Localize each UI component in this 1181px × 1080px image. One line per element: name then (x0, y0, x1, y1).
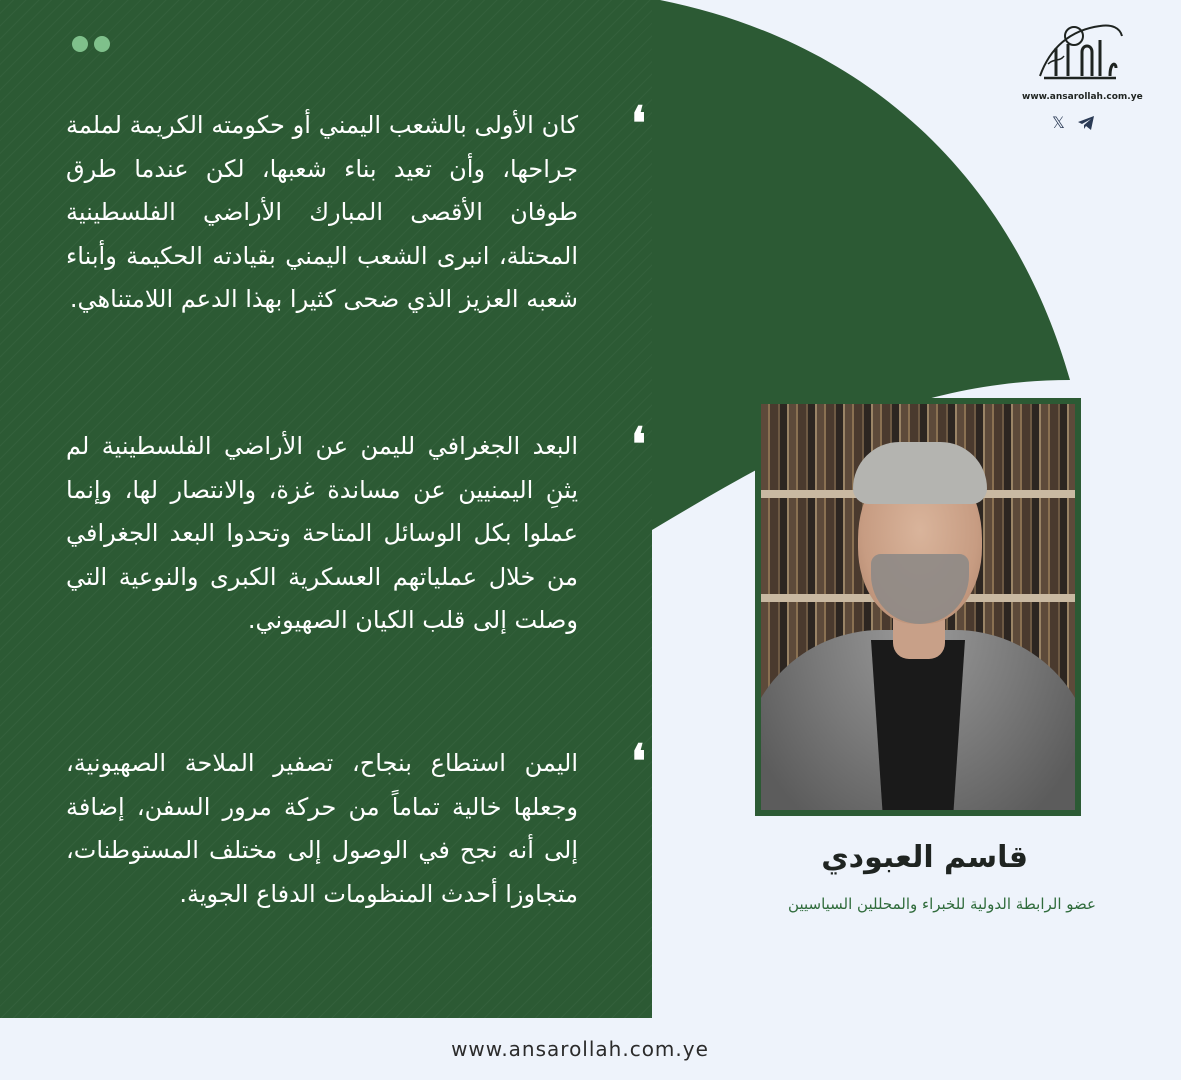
social-links (1052, 114, 1095, 132)
telegram-icon[interactable] (1077, 115, 1095, 131)
quote-mark-icon: ❛ (631, 96, 646, 150)
brand-logo (1022, 18, 1143, 102)
decorative-dots (72, 36, 110, 52)
speaker-name: قاسم العبودي (821, 840, 1028, 875)
logo-url: www.ansarollah.com.ye (1022, 92, 1143, 102)
quote-mark-icon: ❛ (631, 417, 646, 471)
speaker-photo-frame (755, 398, 1081, 816)
speaker-role: عضو الرابطة الدولية للخبراء والمحللين السياسيين (788, 895, 1096, 913)
dot-icon (72, 36, 88, 52)
footer-site-url[interactable]: www.ansarollah.com.ye (451, 1037, 709, 1061)
quote-block-3 (66, 734, 646, 916)
speaker-photo (761, 404, 1075, 810)
quote-block-1 (66, 96, 646, 322)
quote-text: كان الأولى بالشعب اليمني أو حكومته الكريمة لملمة جراحها، وأن تعيد بناء شعبها، لكن عندما طرق طوفان الأقصى المبارك الأراضي الفلسطينية المحتلة، انبرى الشعب اليمني بقيادته الحكيمة وأبناء شعبه العزيز الذي ضحى كثيرا بهذا الدعم اللامتناهي. (66, 111, 578, 313)
dot-icon (94, 36, 110, 52)
quote-text: البعد الجغرافي لليمن عن الأراضي الفلسطينية لم يثنِ اليمنيين عن مساندة غزة، والانتصار لها، وإنما عملوا بكل الوسائل المتاحة وتحدوا البعد الجغرافي من خلال عملياتهم العسكرية الكبرى والنوعية التي وصلت إلى قلب الكيان الصهيوني. (66, 432, 578, 634)
quote-block-2 (66, 417, 646, 643)
quote-mark-icon: ❛ (631, 734, 646, 788)
quote-text: اليمن استطاع بنجاح، تصفير الملاحة الصهيونية، وجعلها خالية تماماً من حركة مرور السفن، إضافة إلى أنه نجح في الوصول إلى مختلف المستوطنات، متجاوزا أحدث المنظومات الدفاع الجوية. (66, 749, 578, 908)
x-icon[interactable]: 𝕏 (1052, 113, 1065, 132)
ansarollah-calligraphy-logo-icon (1030, 18, 1126, 90)
speaker-shirt (871, 640, 965, 810)
